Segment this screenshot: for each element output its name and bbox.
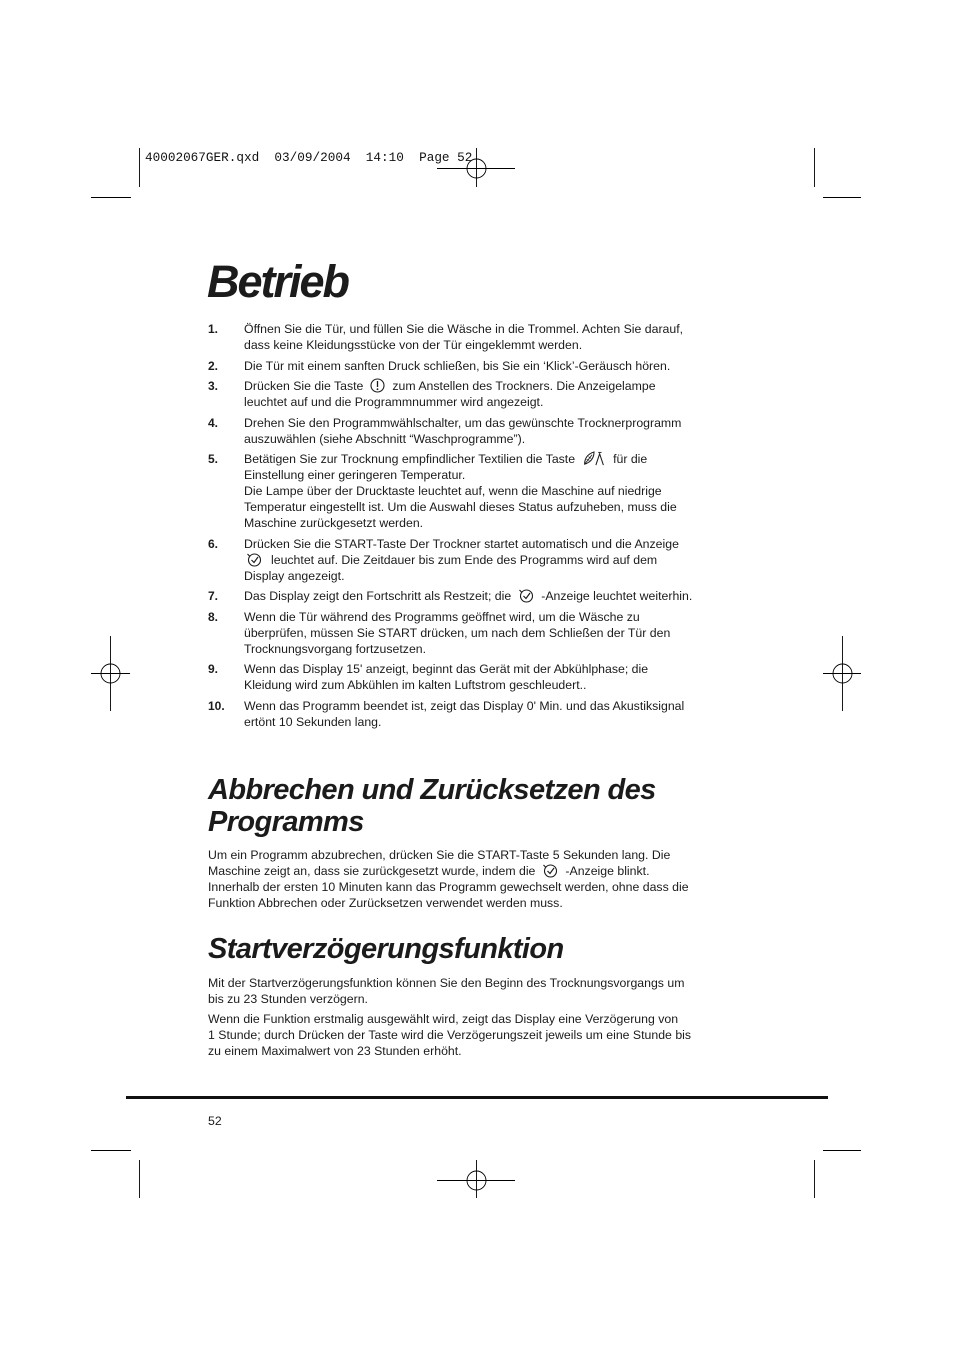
step-7 [208,588,788,604]
text-line: Temperatur eingestellt ist. Um die Auswahl dieses Status aufzuheben, muss die [244,500,677,515]
step-number: 3. [208,379,219,394]
step-text [244,698,788,730]
step-number: 2. [208,358,219,373]
delay-section-heading: Startverzögerungsfunktion [208,933,564,965]
step-2 [208,358,788,374]
step-8 [208,609,788,657]
text-line [208,863,689,879]
page-title: Betrieb [207,256,349,307]
cancel-section-paragraph [208,847,689,911]
crop-mark-top-right [815,148,862,198]
text-line: Maschine zurückgesetzt werden. [244,516,424,531]
power-icon [370,378,385,393]
crop-mark-bottom-right [815,1151,862,1199]
step-text [244,358,788,374]
text-segment: für die [613,452,648,467]
step-number: 5. [208,452,219,467]
text-line: Wenn das Programm beendet ist, zeigt das Display 0' Min. und das Akustiksignal [244,698,685,713]
text-segment: -Anzeige leuchtet weiterhin. [541,589,693,604]
text-line [244,552,788,568]
text-line: Wenn die Tür während des Programms geöffnet wird, um die Wäsche zu [244,609,640,624]
step-number: 6. [208,536,219,551]
text-line: Die Lampe über der Drucktaste leuchtet auf, wenn die Maschine auf niedrige [244,484,662,499]
step-number: 1. [208,322,219,336]
step-text [244,321,788,353]
text-line: überprüfen, müssen Sie START drücken, um nach dem Schließen der Tür den [244,625,671,640]
text-segment: Betätigen Sie zur Trocknung empfindlicher Textilien die Taste [244,452,576,467]
text-line: Öffnen Sie die Tür, und füllen Sie die Wäsche in die Trommel. Achten Sie darauf, [244,322,684,336]
steps-list [208,321,788,734]
step-text [244,536,788,584]
text-line: Kleidung wird zum Abkühlen im kalten Luftstrom geschleudert.. [244,678,587,693]
delay-section-paragraph [208,975,684,1007]
step-4 [208,415,788,447]
step-text [244,451,788,531]
step-number: 4. [208,415,219,430]
step-number: 10. [208,698,225,713]
cancel-section-heading [208,774,656,838]
text-line: Drehen Sie den Programmwählschalter, um das gewünschte Trocknerprogramm [244,415,682,430]
text-line: Funktion Abbrechen oder Zurücksetzen verwendet werden muss. [208,896,563,910]
step-number: 9. [208,662,219,677]
step-1 [208,321,788,353]
text-segment: Das Display zeigt den Fortschritt als Restzeit; die [244,589,512,604]
registration-mark-right [823,636,861,711]
step-10 [208,698,788,730]
text-line: 1 Stunde; durch Drücken der Taste wird die Verzögerungszeit jeweils um eine Stunde bis [208,1028,692,1042]
delicate-icon [582,451,606,466]
text-line [244,451,788,467]
text-line: Wenn das Display 15' anzeigt, beginnt das Gerät mit der Abkühlphase; die [244,662,649,677]
text-line: auszuwählen (siehe Abschnitt “Waschprogramme”). [244,431,526,446]
crop-mark-bottom-left [91,1151,140,1199]
text-line [244,588,788,604]
text-line [244,378,788,394]
text-line: leuchtet auf und die Programmnummer wird angezeigt. [244,395,544,410]
text-line: bis zu 23 Stunden verzögern. [208,992,368,1006]
step-number: 7. [208,589,219,604]
registration-mark-bottom [437,1160,515,1198]
step-text [244,415,788,447]
step-number: 8. [208,609,219,624]
text-segment: Drücken Sie die Taste [244,379,364,394]
footer-rule [126,1096,828,1099]
step-text [244,609,788,657]
step-text [244,378,788,410]
text-segment: -Anzeige blinkt. [565,864,650,878]
print-slug: 40002067GER.qxd 03/09/2004 14:10 Page 52 [145,150,473,165]
text-line: Wenn die Funktion erstmalig ausgewählt wird, zeigt das Display eine Verzögerung von [208,1012,679,1026]
timer-icon [246,552,262,567]
registration-mark-left [91,636,130,711]
text-line: Einstellung einer geringeren Temperatur. [244,468,466,483]
text-line: Innerhalb der ersten 10 Minuten kann das Programm gewechselt werden, ohne dass die [208,880,689,894]
text-line: ertönt 10 Sekunden lang. [244,714,382,729]
step-text [244,588,788,604]
page-number: 52 [208,1114,222,1128]
text-line: Trocknungsvorgang fortzusetzen. [244,641,427,656]
crop-mark-top-left [91,148,140,198]
timer-icon [518,588,534,603]
step-5 [208,451,788,531]
delay-section-paragraph [208,1011,691,1059]
text-line: Display angezeigt. [244,568,345,583]
step-9 [208,661,788,693]
text-segment: leuchtet auf. Die Zeitdauer bis zum Ende des Programms wird auf dem [271,552,658,567]
heading-line: Abbrechen und Zurücksetzen des [208,774,656,806]
text-line: Um ein Programm abzubrechen, drücken Sie die START-Taste 5 Sekunden lang. Die [208,848,671,862]
text-line: dass keine Kleidungsstücke von der Tür eingeklemmt werden. [244,338,583,352]
text-line: Drücken Sie die START-Taste Der Trockner startet automatisch und die Anzeige [244,536,679,551]
text-segment: zum Anstellen des Trockners. Die Anzeigelampe [392,379,656,394]
text-line: Mit der Startverzögerungsfunktion können Sie den Beginn des Trocknungsvorgangs um [208,976,685,990]
text-line: Die Tür mit einem sanften Druck schließen, bis Sie ein ‘Klick’-Geräusch hören. [244,358,671,373]
heading-line: Programms [208,806,364,838]
step-3 [208,378,788,410]
text-line: zu einem Maximalwert von 23 Stunden erhöht. [208,1044,462,1058]
step-text [244,661,788,693]
timer-icon [542,863,558,878]
step-6 [208,536,788,584]
text-segment: Maschine zeigt an, dass sie zurückgesetzt wurde, indem die [208,864,536,878]
